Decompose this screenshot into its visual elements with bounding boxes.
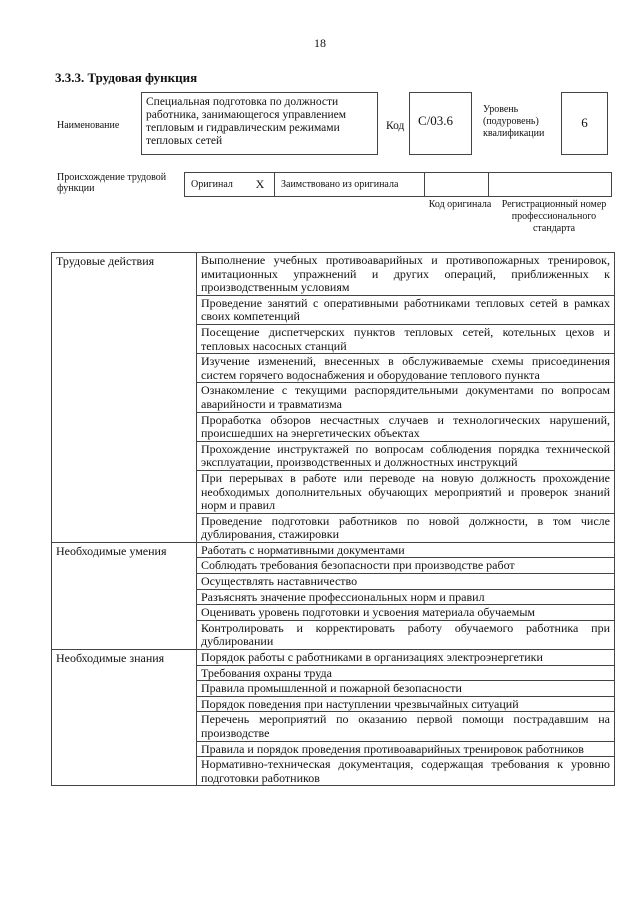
table-row: Правила промышленной и пожарной безопасности xyxy=(197,681,614,697)
section-title: 3.3.3. Трудовая функция xyxy=(55,70,198,85)
page-number: 18 xyxy=(314,36,326,50)
code-value: C/03.6 xyxy=(409,92,472,155)
table-row: Порядок поведения при наступлении чрезвычайных ситуаций xyxy=(197,697,614,713)
original-label: Оригинал xyxy=(184,173,274,196)
table-row: Порядок работы с работниками в организациях электроэнергетики xyxy=(197,650,614,666)
group-required-knowledge xyxy=(52,650,614,785)
origin-row xyxy=(184,172,612,197)
competency-table xyxy=(51,252,615,786)
table-row: Ознакомление с текущими распорядительными документами по вопросам аварийности и травматизма xyxy=(197,383,614,412)
reg-number-caption: Регистрационный номер профессионального стандарта xyxy=(501,199,607,234)
table-row: Выполнение учебных противоаварийных и противопожарных тренировок, имитационных упражнений и других операций, приближенных к производственным условиям xyxy=(197,253,614,296)
table-row: Контролировать и корректировать работу обучаемого работника при дублировании xyxy=(201,620,610,649)
table-row: Оценивать уровень подготовки и усвоения материала обучаемым xyxy=(197,605,614,621)
group-labor-actions xyxy=(52,253,614,543)
borrowed-label: Заимствовано из оригинала xyxy=(274,173,424,196)
table-row: Проведение подготовки работников по новой должности, в том числе дублирования, стажировки xyxy=(201,513,610,542)
code-original-caption: Код оригинала xyxy=(428,199,492,210)
level-value: 6 xyxy=(561,92,608,155)
level-label: Уровень (подуровень) квалификации xyxy=(483,104,545,139)
table-row: Перечень мероприятий по оказанию первой помощи пострадавшим на производстве xyxy=(197,712,614,741)
group-label: Необходимые умения xyxy=(52,543,197,649)
group-label: Трудовые действия xyxy=(52,253,197,542)
table-row: Осуществлять наставничество xyxy=(197,574,614,590)
code-label: Код xyxy=(386,120,405,132)
table-row: Соблюдать требования безопасности при производстве работ xyxy=(197,558,614,574)
reg-number-cell xyxy=(488,173,612,196)
table-row: Посещение диспетчерских пунктов тепловых сетей, котельных цехов и тепловых насосных станций xyxy=(197,325,614,354)
table-row: Проведение занятий с оперативными работниками тепловых сетей в рамках своих компетенций xyxy=(197,296,614,325)
original-mark: X xyxy=(255,177,265,191)
table-row: Прохождение инструктажей по вопросам соблюдения порядка технической эксплуатации, производственных и должностных инструкций xyxy=(197,442,614,471)
table-row: При перерывах в работе или переводе на новую должность прохождение необходимых дополнительных обучающих мероприятий и проверок знаний норм и правил xyxy=(197,471,614,514)
table-row: Требования охраны труда xyxy=(197,666,614,682)
table-row: Работать с нормативными документами xyxy=(197,543,614,559)
group-required-skills xyxy=(52,543,614,650)
name-label: Наименование xyxy=(57,120,120,131)
original-code-cell xyxy=(424,173,488,196)
function-name-value: Специальная подготовка по должности работника, занимающегося управлением тепловым и гидравлическим режимами тепловых сетей xyxy=(141,92,378,155)
table-row: Проработка обзоров несчастных случаев и технологических нарушений, происшедших на энергетических объектах xyxy=(197,413,614,442)
table-row: Разъяснять значение профессиональных норм и правил xyxy=(197,590,614,606)
table-row: Изучение изменений, внесенных в обслуживаемые схемы присоединения систем горячего водоснабжения и оборудование теплового пункта xyxy=(197,354,614,383)
table-row: Нормативно-техническая документация, содержащая требования к уровню подготовки работников xyxy=(201,757,610,785)
origin-label: Происхождение трудовой функции xyxy=(57,172,167,194)
table-row: Правила и порядок проведения противоаварийных тренировок работников xyxy=(197,742,614,758)
group-label: Необходимые знания xyxy=(52,650,197,785)
